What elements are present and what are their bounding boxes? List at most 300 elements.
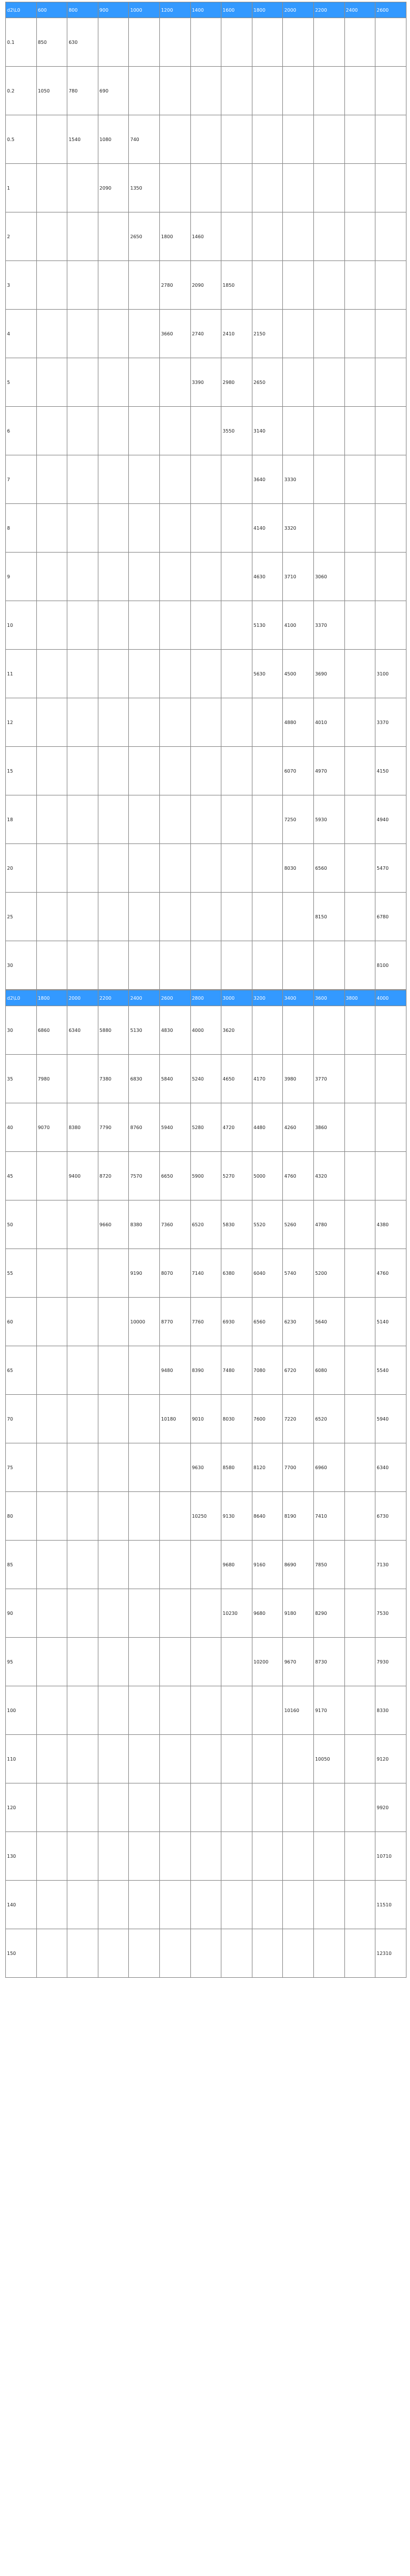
value-cell: 5880 [98, 1006, 129, 1055]
table-row [6, 1589, 406, 1638]
value-cell: 3640 [252, 455, 283, 504]
value-cell: 4650 [221, 1055, 252, 1103]
row-label-cell: 140 [6, 1881, 37, 1929]
value-cell [344, 1055, 375, 1103]
value-cell [344, 1783, 375, 1832]
value-cell [67, 844, 98, 893]
value-cell: 9670 [283, 1638, 314, 1686]
value-cell [159, 18, 190, 67]
value-cell [36, 164, 67, 212]
value-cell [221, 1735, 252, 1783]
value-cell [313, 164, 344, 212]
row-label-cell: 100 [6, 1686, 37, 1735]
value-cell [159, 358, 190, 407]
table-row [6, 1686, 406, 1735]
value-cell [36, 601, 67, 650]
value-cell [252, 893, 283, 941]
value-cell [67, 310, 98, 358]
value-cell [36, 1346, 67, 1395]
value-cell [221, 941, 252, 990]
value-cell [344, 261, 375, 310]
value-cell [129, 1686, 160, 1735]
value-cell [344, 1006, 375, 1055]
value-cell [221, 1832, 252, 1881]
header-cell: 2600 [375, 2, 406, 18]
value-cell: 9070 [36, 1103, 67, 1152]
value-cell [283, 67, 314, 115]
value-cell: 6730 [375, 1492, 406, 1541]
value-cell [36, 504, 67, 553]
value-cell [221, 844, 252, 893]
value-cell: 780 [67, 67, 98, 115]
document-tables [5, 2, 406, 1978]
value-cell [313, 358, 344, 407]
row-label-cell: 11 [6, 650, 37, 698]
header-cell: 2400 [344, 2, 375, 18]
table-row [6, 844, 406, 893]
value-cell [221, 455, 252, 504]
value-cell [252, 1929, 283, 1978]
value-cell [159, 601, 190, 650]
value-cell: 3320 [283, 504, 314, 553]
value-cell [67, 1298, 98, 1346]
value-cell [36, 1686, 67, 1735]
value-cell: 3980 [283, 1055, 314, 1103]
value-cell: 9480 [159, 1346, 190, 1395]
value-cell: 1350 [129, 164, 160, 212]
table-row [6, 261, 406, 310]
value-cell: 4010 [313, 698, 344, 747]
value-cell [313, 455, 344, 504]
value-cell: 7250 [283, 795, 314, 844]
value-cell [344, 407, 375, 455]
value-cell [283, 1832, 314, 1881]
value-cell [67, 1492, 98, 1541]
value-cell [36, 1395, 67, 1443]
value-cell: 2980 [221, 358, 252, 407]
value-cell: 9160 [252, 1541, 283, 1589]
value-cell [221, 601, 252, 650]
value-cell: 6930 [221, 1298, 252, 1346]
value-cell: 850 [36, 18, 67, 67]
row-label-cell: 85 [6, 1541, 37, 1589]
value-cell [190, 601, 221, 650]
value-cell: 7360 [159, 1200, 190, 1249]
value-cell: 6780 [375, 893, 406, 941]
value-cell [129, 1638, 160, 1686]
value-cell: 5200 [313, 1249, 344, 1298]
value-cell: 6860 [36, 1006, 67, 1055]
table-row [6, 455, 406, 504]
value-cell: 1540 [67, 115, 98, 164]
value-cell [159, 698, 190, 747]
value-cell [221, 164, 252, 212]
value-cell [221, 747, 252, 795]
header-cell: 2400 [129, 990, 160, 1006]
value-cell: 1080 [98, 115, 129, 164]
value-cell: 7080 [252, 1346, 283, 1395]
table-row [6, 1006, 406, 1055]
value-cell [129, 1929, 160, 1978]
value-cell: 5740 [283, 1249, 314, 1298]
value-cell: 4480 [252, 1103, 283, 1152]
table-row [6, 1055, 406, 1103]
value-cell [221, 18, 252, 67]
value-cell: 8120 [252, 1443, 283, 1492]
value-cell [36, 1638, 67, 1686]
value-cell [159, 1686, 190, 1735]
value-cell [252, 164, 283, 212]
value-cell: 4500 [283, 650, 314, 698]
value-cell [36, 358, 67, 407]
value-cell [129, 18, 160, 67]
value-cell [159, 1832, 190, 1881]
value-cell [159, 1492, 190, 1541]
value-cell [98, 407, 129, 455]
value-cell: 4000 [190, 1006, 221, 1055]
value-cell [190, 115, 221, 164]
header-cell: 1600 [221, 2, 252, 18]
value-cell: 8150 [313, 893, 344, 941]
value-cell [98, 1735, 129, 1783]
value-cell [375, 553, 406, 601]
value-cell: 2090 [98, 164, 129, 212]
value-cell [67, 553, 98, 601]
value-cell [313, 1832, 344, 1881]
value-cell [98, 1638, 129, 1686]
value-cell: 12310 [375, 1929, 406, 1978]
value-cell: 7480 [221, 1346, 252, 1395]
value-cell [344, 1443, 375, 1492]
value-cell: 3100 [375, 650, 406, 698]
value-cell [129, 1735, 160, 1783]
value-cell [283, 115, 314, 164]
value-cell [190, 1638, 221, 1686]
value-cell: 5640 [313, 1298, 344, 1346]
value-cell [98, 747, 129, 795]
value-cell [313, 1006, 344, 1055]
value-cell: 4320 [313, 1152, 344, 1200]
value-cell [221, 1881, 252, 1929]
value-cell [190, 455, 221, 504]
value-cell [67, 1929, 98, 1978]
value-cell: 5280 [190, 1103, 221, 1152]
value-cell: 5900 [190, 1152, 221, 1200]
value-cell [283, 310, 314, 358]
value-cell: 8770 [159, 1298, 190, 1346]
row-label-cell: 1 [6, 164, 37, 212]
value-cell: 2650 [129, 212, 160, 261]
value-cell [190, 1881, 221, 1929]
value-cell [283, 1783, 314, 1832]
value-cell [344, 115, 375, 164]
value-cell [67, 650, 98, 698]
value-cell [221, 1686, 252, 1735]
row-label-cell: 4 [6, 310, 37, 358]
value-cell: 5130 [252, 601, 283, 650]
value-cell [67, 1346, 98, 1395]
value-cell: 9180 [283, 1589, 314, 1638]
table-row [6, 1783, 406, 1832]
value-cell [159, 1929, 190, 1978]
value-cell [375, 455, 406, 504]
row-label-cell: 55 [6, 1249, 37, 1298]
value-cell [129, 310, 160, 358]
table-row [6, 18, 406, 67]
value-cell [344, 747, 375, 795]
value-cell: 8290 [313, 1589, 344, 1638]
header-cell: 2000 [283, 2, 314, 18]
value-cell [283, 18, 314, 67]
value-cell: 7790 [98, 1103, 129, 1152]
value-cell [344, 893, 375, 941]
value-cell [190, 747, 221, 795]
value-cell [252, 115, 283, 164]
header-cell: 1800 [252, 2, 283, 18]
value-cell: 1850 [221, 261, 252, 310]
value-cell: 11510 [375, 1881, 406, 1929]
value-cell [98, 1249, 129, 1298]
value-cell: 3770 [313, 1055, 344, 1103]
value-cell [98, 1783, 129, 1832]
value-cell [344, 698, 375, 747]
value-cell [190, 553, 221, 601]
table-row [6, 1443, 406, 1492]
value-cell: 6830 [129, 1055, 160, 1103]
value-cell: 3060 [313, 553, 344, 601]
value-cell: 3330 [283, 455, 314, 504]
value-cell: 3620 [221, 1006, 252, 1055]
value-cell [283, 1929, 314, 1978]
table-row [6, 1832, 406, 1881]
value-cell: 9170 [313, 1686, 344, 1735]
value-cell: 3140 [252, 407, 283, 455]
value-cell [98, 844, 129, 893]
row-label-cell: 18 [6, 795, 37, 844]
value-cell [98, 553, 129, 601]
value-cell: 4260 [283, 1103, 314, 1152]
value-cell [190, 504, 221, 553]
header-row [6, 990, 406, 1006]
value-cell [252, 261, 283, 310]
value-cell [67, 1832, 98, 1881]
value-cell [67, 407, 98, 455]
value-cell [221, 795, 252, 844]
value-cell [190, 67, 221, 115]
value-cell [129, 1395, 160, 1443]
value-cell [67, 1249, 98, 1298]
value-cell [98, 1492, 129, 1541]
value-cell: 8730 [313, 1638, 344, 1686]
value-cell: 3550 [221, 407, 252, 455]
table-row [6, 1249, 406, 1298]
row-label-cell: 5 [6, 358, 37, 407]
row-label-cell: 30 [6, 941, 37, 990]
value-cell [313, 212, 344, 261]
row-label-cell: 110 [6, 1735, 37, 1783]
value-cell [375, 310, 406, 358]
value-cell [375, 67, 406, 115]
value-cell: 10160 [283, 1686, 314, 1735]
value-cell [313, 261, 344, 310]
table-row [6, 67, 406, 115]
value-cell [190, 1541, 221, 1589]
value-cell: 7220 [283, 1395, 314, 1443]
header-cell: 2800 [190, 990, 221, 1006]
value-cell [313, 1881, 344, 1929]
value-cell [36, 1735, 67, 1783]
value-cell [344, 1638, 375, 1686]
value-cell [98, 1589, 129, 1638]
value-cell [98, 650, 129, 698]
header-cell: 3000 [221, 990, 252, 1006]
value-cell [283, 407, 314, 455]
value-cell [159, 1881, 190, 1929]
value-cell [190, 1929, 221, 1978]
header-cell: 3600 [313, 990, 344, 1006]
value-cell [129, 455, 160, 504]
value-cell [98, 893, 129, 941]
value-cell [190, 1589, 221, 1638]
value-cell: 4630 [252, 553, 283, 601]
value-cell [36, 1152, 67, 1200]
value-cell: 8030 [221, 1395, 252, 1443]
value-cell [36, 893, 67, 941]
value-cell [344, 601, 375, 650]
value-cell: 4760 [283, 1152, 314, 1200]
value-cell [159, 164, 190, 212]
value-cell [36, 1200, 67, 1249]
value-cell: 4780 [313, 1200, 344, 1249]
value-cell [344, 504, 375, 553]
value-cell [375, 504, 406, 553]
header-cell: 1400 [190, 2, 221, 18]
value-cell [98, 601, 129, 650]
header-cell: 1000 [129, 2, 160, 18]
value-cell [190, 795, 221, 844]
value-cell [252, 1783, 283, 1832]
value-cell [129, 504, 160, 553]
value-cell [252, 212, 283, 261]
value-cell [375, 1103, 406, 1152]
value-cell [98, 1298, 129, 1346]
value-cell: 7850 [313, 1541, 344, 1589]
value-cell [344, 1200, 375, 1249]
value-cell: 8100 [375, 941, 406, 990]
value-cell [36, 407, 67, 455]
value-cell: 6650 [159, 1152, 190, 1200]
value-cell [344, 553, 375, 601]
value-cell [159, 1638, 190, 1686]
value-cell: 6560 [313, 844, 344, 893]
value-cell [190, 893, 221, 941]
value-cell: 1050 [36, 67, 67, 115]
value-cell: 5940 [375, 1395, 406, 1443]
value-cell [36, 1541, 67, 1589]
value-cell [36, 747, 67, 795]
value-cell: 8070 [159, 1249, 190, 1298]
value-cell [98, 455, 129, 504]
value-cell: 6340 [67, 1006, 98, 1055]
value-cell [252, 941, 283, 990]
value-cell: 10710 [375, 1832, 406, 1881]
value-cell [252, 698, 283, 747]
value-cell [36, 795, 67, 844]
value-cell [252, 1832, 283, 1881]
value-cell: 2090 [190, 261, 221, 310]
value-cell: 7930 [375, 1638, 406, 1686]
value-cell: 5940 [159, 1103, 190, 1152]
value-cell: 8330 [375, 1686, 406, 1735]
value-cell [344, 1929, 375, 1978]
value-cell [36, 1881, 67, 1929]
value-cell: 7140 [190, 1249, 221, 1298]
value-cell [98, 1881, 129, 1929]
value-cell [190, 941, 221, 990]
value-cell [313, 407, 344, 455]
row-label-cell: 45 [6, 1152, 37, 1200]
value-cell [375, 261, 406, 310]
value-cell [159, 1541, 190, 1589]
value-cell [313, 1783, 344, 1832]
value-cell: 2740 [190, 310, 221, 358]
value-cell [221, 504, 252, 553]
table-row [6, 310, 406, 358]
table-row [6, 1152, 406, 1200]
table-1 [5, 2, 406, 990]
value-cell [129, 893, 160, 941]
value-cell: 4970 [313, 747, 344, 795]
row-label-cell: 7 [6, 455, 37, 504]
row-label-cell: 75 [6, 1443, 37, 1492]
table-row [6, 553, 406, 601]
value-cell [344, 1249, 375, 1298]
value-cell: 7380 [98, 1055, 129, 1103]
value-cell [252, 18, 283, 67]
value-cell [98, 1443, 129, 1492]
table-row [6, 650, 406, 698]
value-cell [252, 1881, 283, 1929]
value-cell [67, 1055, 98, 1103]
value-cell: 5270 [221, 1152, 252, 1200]
value-cell [36, 455, 67, 504]
row-label-cell: 120 [6, 1783, 37, 1832]
row-label-cell: 130 [6, 1832, 37, 1881]
value-cell: 8690 [283, 1541, 314, 1589]
value-cell [159, 1735, 190, 1783]
value-cell [159, 1783, 190, 1832]
value-cell [129, 1443, 160, 1492]
value-cell [159, 455, 190, 504]
value-cell [36, 941, 67, 990]
row-label-cell: 0.5 [6, 115, 37, 164]
row-label-cell: 80 [6, 1492, 37, 1541]
value-cell: 7760 [190, 1298, 221, 1346]
value-cell: 5520 [252, 1200, 283, 1249]
value-cell: 8640 [252, 1492, 283, 1541]
value-cell [313, 115, 344, 164]
value-cell [344, 1589, 375, 1638]
value-cell [283, 164, 314, 212]
value-cell [344, 1832, 375, 1881]
value-cell [36, 698, 67, 747]
value-cell [159, 1443, 190, 1492]
value-cell: 6070 [283, 747, 314, 795]
value-cell [159, 407, 190, 455]
value-cell [36, 1298, 67, 1346]
value-cell: 5840 [159, 1055, 190, 1103]
value-cell [375, 1152, 406, 1200]
